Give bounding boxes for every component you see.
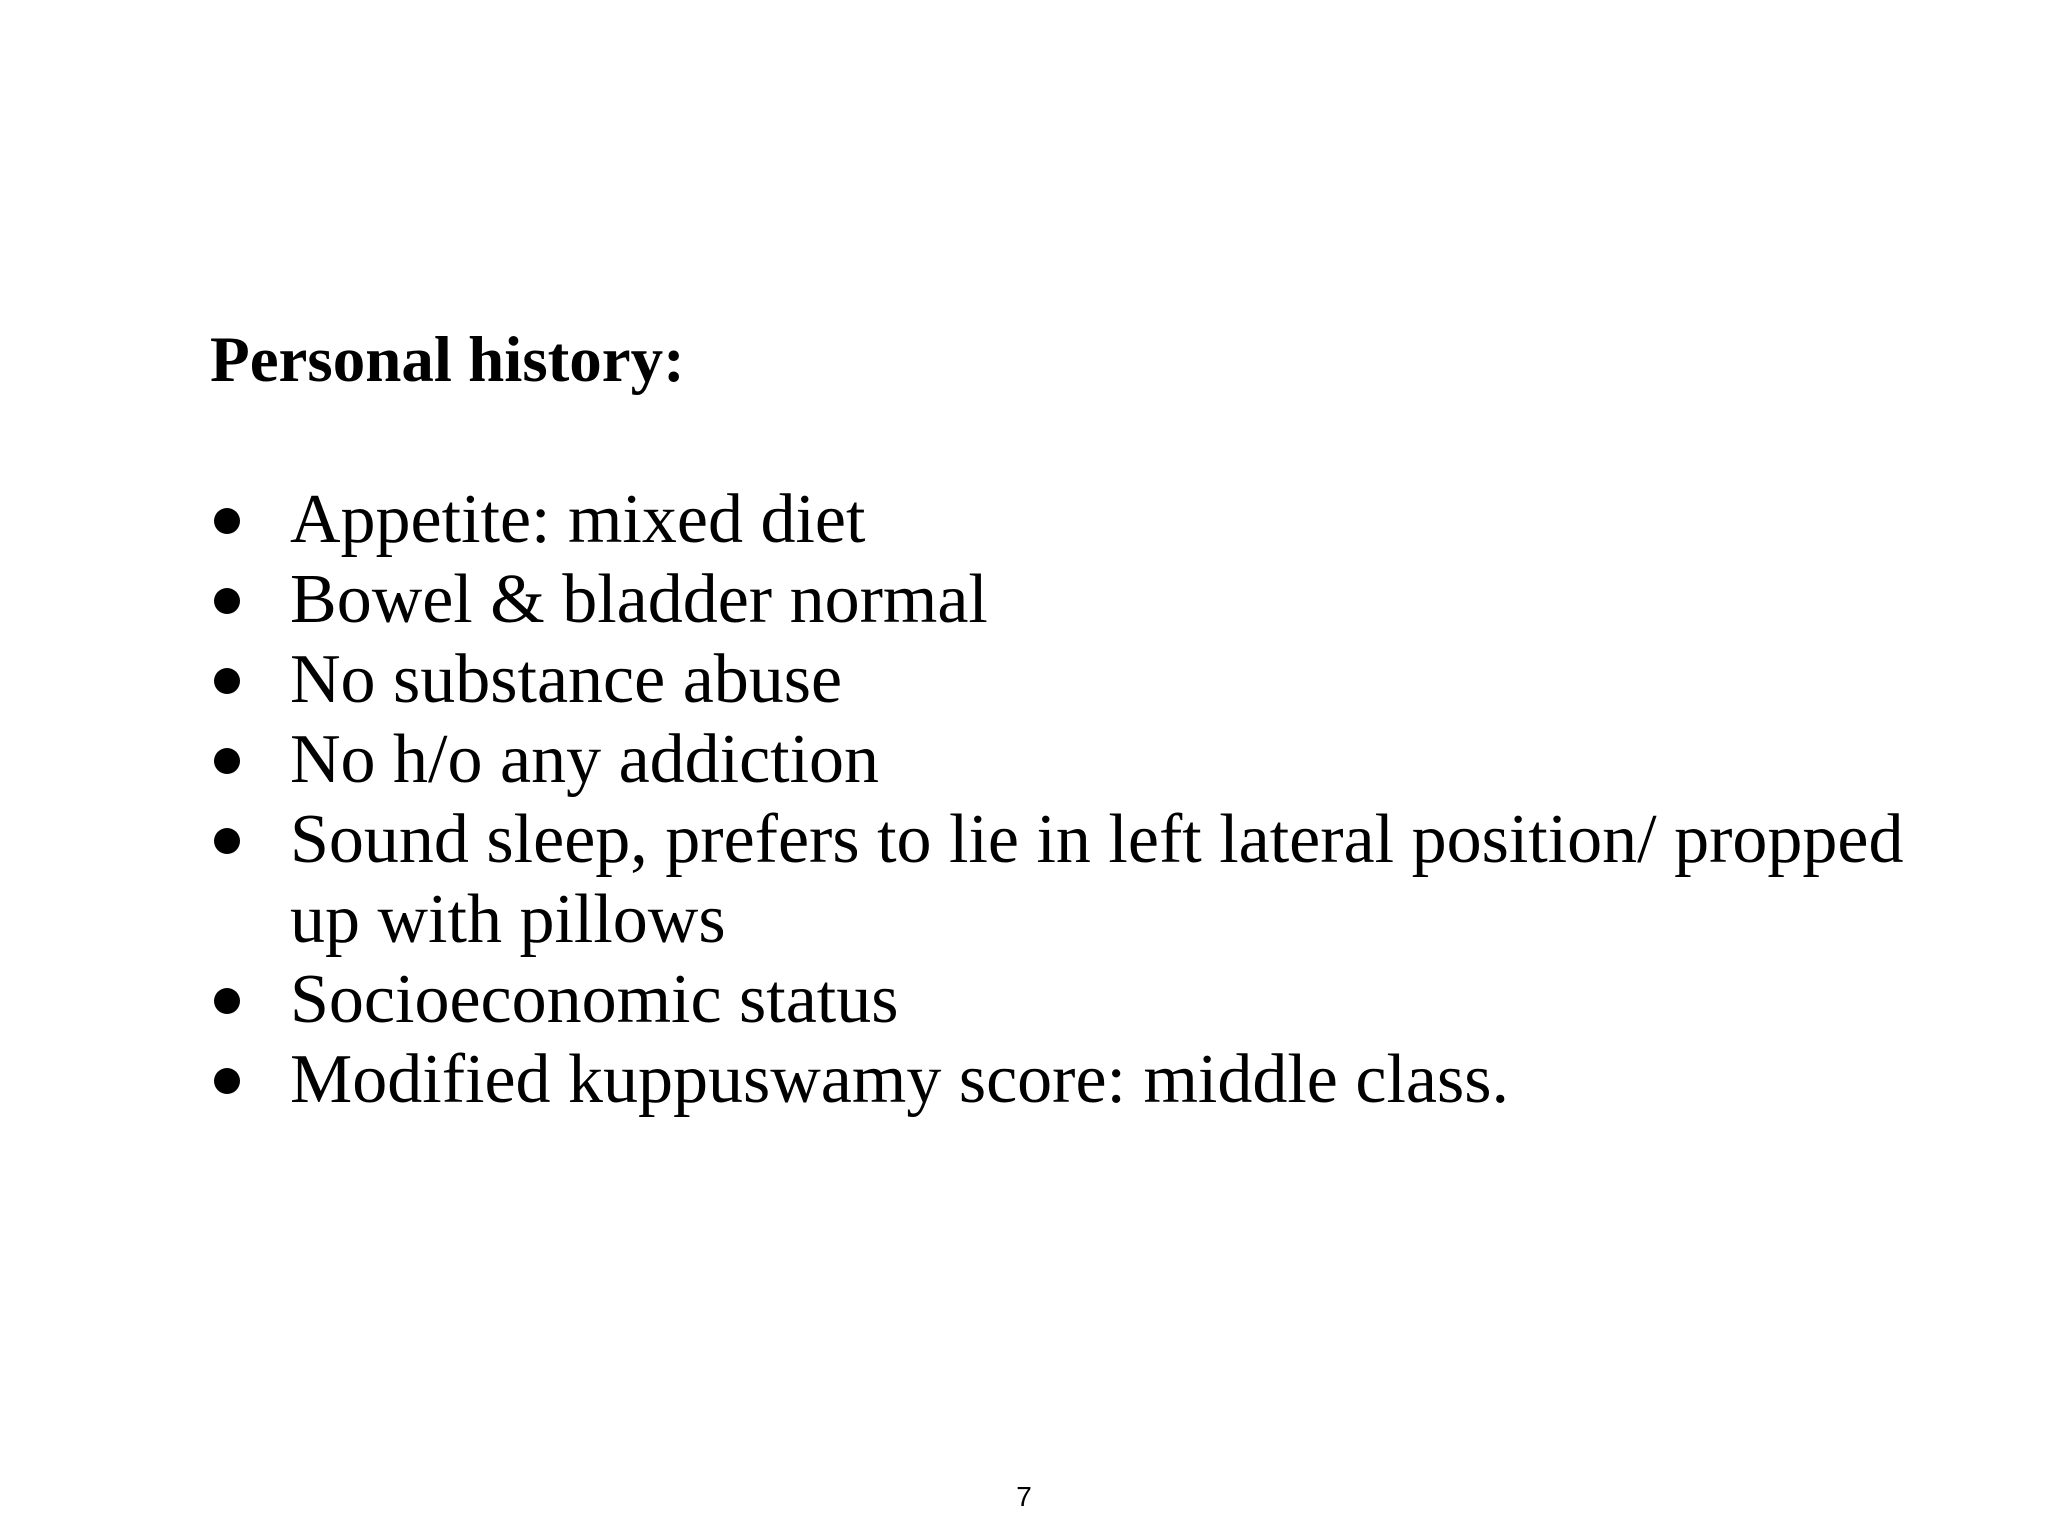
bullet-dot-icon: [214, 668, 240, 694]
bullet-item: [210, 480, 1910, 560]
bullet-item: [210, 800, 1910, 960]
bullet-list: [210, 480, 1910, 1120]
bullet-item: [210, 960, 1910, 1040]
bullet-text: Modified kuppuswamy score: middle class.: [290, 1041, 1509, 1118]
bullet-text: Sound sleep, prefers to lie in left lateral position/ propped up with pillows: [290, 801, 1904, 958]
page-number: 7: [1016, 1481, 1032, 1512]
bullet-text: Bowel & bladder normal: [290, 561, 988, 638]
bullet-item: [210, 720, 1910, 800]
bullet-text: No h/o any addiction: [290, 721, 880, 798]
bullet-text: No substance abuse: [290, 641, 843, 718]
bullet-dot-icon: [214, 588, 240, 614]
bullet-item: [210, 640, 1910, 720]
bullet-dot-icon: [214, 508, 240, 534]
bullet-item: [210, 1040, 1910, 1120]
bullet-text: Appetite: mixed diet: [290, 481, 866, 558]
bullet-dot-icon: [214, 748, 240, 774]
bullet-dot-icon: [214, 1068, 240, 1094]
bullet-text: Socioeconomic status: [290, 961, 899, 1038]
slide-heading: Personal history:: [210, 324, 685, 396]
bullet-item: [210, 560, 1910, 640]
bullet-dot-icon: [214, 988, 240, 1014]
bullet-dot-icon: [214, 828, 240, 854]
